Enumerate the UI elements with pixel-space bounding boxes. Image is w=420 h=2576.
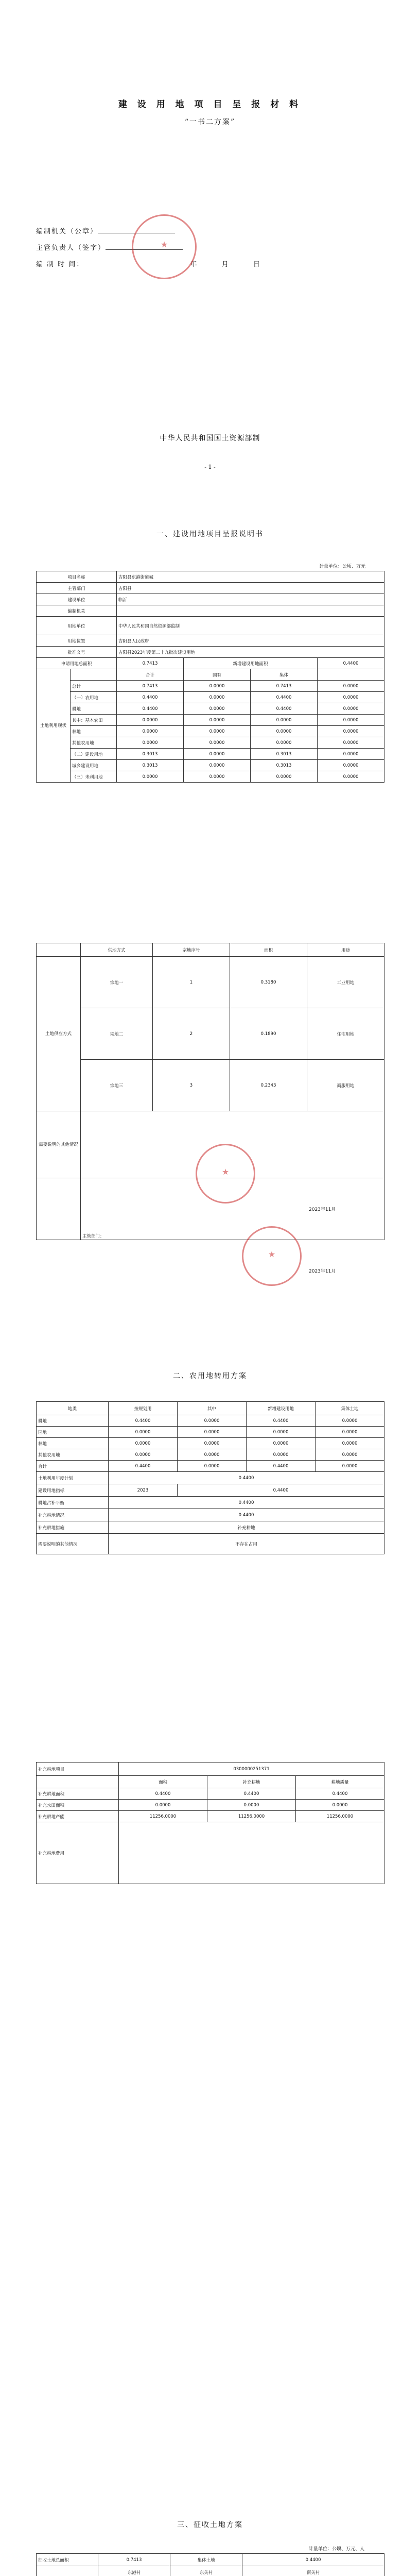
year-label: 年: [190, 261, 198, 268]
index-label: 建设用地指标: [37, 1484, 109, 1497]
supp-col-a: 面积: [119, 1776, 207, 1788]
supply-header-a: 供地方式: [81, 943, 153, 957]
supp-col-c: 耕地质量: [296, 1776, 384, 1788]
table-row: 宗地三 3 0.2343 商服用地: [37, 1060, 384, 1111]
supply-side-label: 土地供应方式: [37, 957, 81, 1111]
s2-note-label: 需要说明的其他情况: [37, 1534, 109, 1554]
new-area-label: 新增建设用地面积: [184, 658, 318, 669]
coll-label: 集体土地: [170, 2554, 242, 2566]
supply-header-b: 宗地序号: [153, 943, 230, 957]
s2-header-3: 新增建设用地: [247, 1402, 316, 1415]
section2-title: 二、农用地转用方案: [173, 1372, 247, 1380]
supply-note-label: 需要说明的其他情况: [37, 1111, 81, 1178]
header-total: 合计: [117, 669, 184, 681]
official-seal-3: [242, 1226, 302, 1286]
section2-table: [36, 1401, 384, 1554]
balance-label: 耕地占补平衡: [37, 1497, 109, 1509]
table-row: 其他农用地 0.0000 0.0000 0.0000 0.0000: [37, 737, 384, 749]
principal-label: 主管负责人（签字）: [36, 244, 106, 252]
owners-label: [37, 2566, 98, 2576]
day-label: 日: [253, 261, 261, 268]
header-collective: 集体: [251, 669, 318, 681]
date-b: 2023年11月: [309, 1269, 336, 1274]
s2-header-2: 其中: [178, 1402, 247, 1415]
index-value: 0.4400: [178, 1484, 384, 1497]
village-b: 东关村: [170, 2566, 242, 2576]
area-value: 0.7413: [117, 658, 184, 669]
section3-table: [36, 2553, 384, 2576]
prep-org-label: 编制机关（公章）: [36, 228, 98, 235]
supply-header-c: 面积: [230, 943, 307, 957]
section3-title: 三、征收土地方案: [177, 2521, 243, 2529]
index-year: 2023: [109, 1484, 178, 1497]
plan-value: 0.4400: [109, 1472, 384, 1484]
prep-org-cell-value: [117, 605, 384, 617]
balance-value: 0.4400: [109, 1497, 384, 1509]
seal-star-icon: ★: [160, 239, 168, 249]
date-a: 2023年11月: [309, 1207, 336, 1212]
section3-unit: 计量单位：公顷、万元、人: [309, 2547, 365, 2552]
village-c: 南关村: [242, 2566, 384, 2576]
coll-value: 0.4400: [242, 2554, 384, 2566]
prep-date-label: 编 制 时 间：: [36, 261, 84, 268]
builder-value: 临沂: [117, 594, 384, 605]
dept-value: 吉阳县: [117, 583, 384, 594]
supp-col-b: 补充耕地: [207, 1776, 296, 1788]
supplement-header: 补充耕地项目: [37, 1762, 119, 1776]
document-title: 建 设 用 地 项 目 呈 报 材 料: [118, 99, 302, 110]
area-label: 申请用地总面积: [37, 658, 117, 669]
village-a: 东港村: [98, 2566, 170, 2576]
prep-org-cell-label: 编制机关: [37, 605, 117, 617]
s2-header-4: 集体土地: [316, 1402, 384, 1415]
table-row: 林地 0.0000 0.0000 0.0000 0.0000: [37, 726, 384, 737]
supply-header-d: 用途: [307, 943, 384, 957]
extra-label: 补充耕地情况: [37, 1509, 109, 1521]
table-row: 宗地二 2 0.1890 住宅用地: [37, 1008, 384, 1060]
table-row: 总计 0.7413 0.0000 0.7413 0.0000: [37, 681, 384, 692]
table-row: 其中：基本农田 0.0000 0.0000 0.0000 0.0000: [37, 715, 384, 726]
builder-label: 建设单位: [37, 594, 117, 605]
table-row: 补充水田面积 0.0000 0.0000 0.0000: [37, 1800, 384, 1811]
section1-table: [36, 571, 384, 783]
total-label: 征收土地总面积: [37, 2554, 98, 2566]
dept-label: 主管部门: [37, 583, 117, 594]
official-seal-2: [196, 1144, 255, 1204]
measure-value: 补充耕地: [109, 1521, 384, 1534]
supplement-code: 0300000251371: [119, 1762, 384, 1776]
new-area-value: 0.4400: [318, 658, 384, 669]
seal-star-icon: ★: [268, 1249, 276, 1259]
blank-header: [37, 1776, 119, 1788]
land-unit-value: 中华人民共和国自然资源部监制: [117, 617, 384, 635]
sign-label: 主管部门：: [82, 1234, 104, 1239]
location-value: 吉阳县人民政府: [117, 635, 384, 647]
section1-unit: 计量单位：公顷、万元: [319, 564, 366, 569]
table-row: 耕地 0.4400 0.0000 0.4400 0.0000: [37, 1415, 384, 1427]
table-row: 补充耕地产能 11256.0000 11256.0000 11256.0000: [37, 1811, 384, 1822]
table-row: 土地供应方式 宗地一 1 0.3180 工业用地: [37, 957, 384, 1008]
seal-star-icon: ★: [221, 1166, 230, 1177]
table-row: 城乡建设用地 0.3013 0.0000 0.3013 0.0000: [37, 760, 384, 771]
header-state: 国有: [184, 669, 251, 681]
supplement-table: [36, 1762, 384, 1884]
extra-value: 0.4400: [109, 1509, 384, 1521]
supp-fee-label: 补充耕地费用: [37, 1822, 119, 1884]
land-unit-label: 用地单位: [37, 617, 117, 635]
table-row: 合计 0.4400 0.0000 0.4400 0.0000: [37, 1461, 384, 1472]
ministry-name: 中华人民共和国国土资源部制: [160, 434, 260, 443]
header-extra: [318, 669, 384, 681]
sign-side: [37, 1178, 81, 1240]
s2-header-0: 地类: [37, 1402, 109, 1415]
supp-fee-value: [119, 1822, 384, 1884]
blank-header: [37, 943, 81, 957]
table-row: （二）建设用地 0.3013 0.0000 0.3013 0.0000: [37, 749, 384, 760]
total-value: 0.7413: [98, 2554, 170, 2566]
measure-label: 补充耕地措施: [37, 1521, 109, 1534]
table-row: 补充耕地面积 0.4400 0.4400 0.4400: [37, 1788, 384, 1800]
location-label: 用地位置: [37, 635, 117, 647]
project-label: 项目名称: [37, 571, 117, 583]
month-label: 月: [221, 261, 230, 268]
section1-title: 一、建设用地项目呈报说明书: [156, 530, 264, 538]
s2-note-value: 不存在占用: [109, 1534, 384, 1554]
project-value: 吉阳县东港街道城: [117, 571, 384, 583]
page-number: - 1 -: [204, 464, 216, 470]
table-row: 耕地 0.4400 0.0000 0.4400 0.0000: [37, 703, 384, 715]
table-row: （一）农用地 0.4400 0.0000 0.4400 0.0000: [37, 692, 384, 703]
blank-header: [71, 669, 117, 681]
table-row: 其他农用地 0.0000 0.0000 0.0000 0.0000: [37, 1449, 384, 1461]
table-row: 林地 0.0000 0.0000 0.0000 0.0000: [37, 1438, 384, 1449]
official-seal-1: [132, 214, 197, 279]
status-side-label: 土地利用现状: [37, 669, 71, 783]
table-row: 园地 0.0000 0.0000 0.0000 0.0000: [37, 1427, 384, 1438]
plan-label: 土地利用年度计划: [37, 1472, 109, 1484]
document-subtitle: “一书二方案”: [184, 118, 236, 126]
table-row: （三）未利用地 0.0000 0.0000 0.0000 0.0000: [37, 771, 384, 783]
basis-value: 吉阳县2023年度第二十九批次建设用地: [117, 647, 384, 658]
s2-header-1: 按规划用: [109, 1402, 178, 1415]
basis-label: 批准文号: [37, 647, 117, 658]
